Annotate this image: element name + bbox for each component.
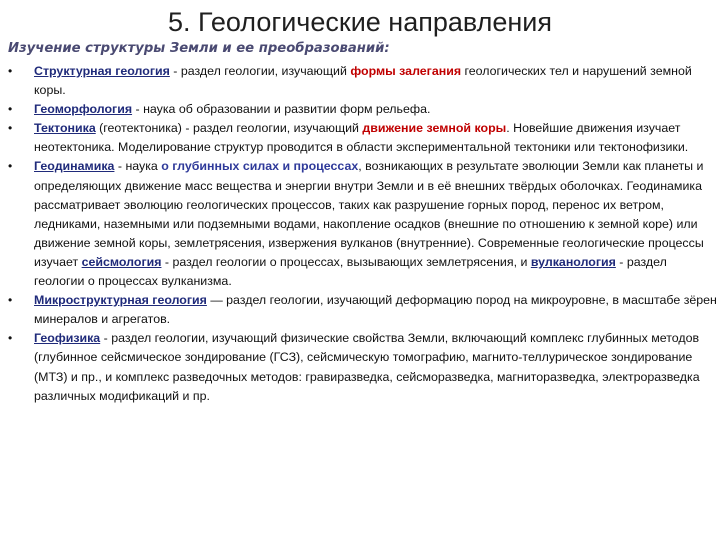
item-text: - наука об образовании и развитии форм рельефа. (132, 102, 431, 117)
list-item (8, 291, 718, 329)
item-text: - наука (114, 159, 162, 174)
term: вулканология (530, 254, 616, 269)
list-item (8, 100, 718, 119)
term: Геофизика (34, 331, 101, 346)
term: Тектоника (34, 121, 96, 136)
item-text: , возникающих в результате эволюции Земли как планеты и определяющих движение масс вещества и энергии внутри Земли и в её внешних твёрдых оболочках. Геодинамика рассматривает эволюцию геологических процессов, таких как разрушение горных пород, перенос их ветром, ледниками, наземными или подземными водами, накопление осадков (внешние по отношению к земной коре) или движение земной коры, землетрясения, извержения вулканов (внутренние). Современные геологические процессы изучает (34, 159, 704, 269)
item-text: — раздел геологии, изучающий деформацию пород на микроуровне, в масштабе зёрен минералов и агрегатов. (34, 293, 717, 327)
item-text: - раздел геологии, изучающий физические свойства Земли, включающий комплекс глубинных методов (глубинное сейсмическое зондирование (ГСЗ), сейсмическую томографию, магнито-теллурическое зондирование (МТЗ) и пр., и комплекс разведочных методов: гравиразведка, сейсморазведка, магниторазведка, электроразведка различных модификаций и пр. (34, 331, 700, 403)
item-text: - раздел геологии о процессах, вызывающих землетрясения, и (161, 254, 531, 269)
bullet-icon: • (8, 331, 13, 346)
item-text: (геотектоника) - раздел геологии, изучающий (95, 121, 363, 136)
item-text: - раздел геологии о процессах вулканизма. (34, 254, 667, 289)
list-item (8, 157, 718, 291)
item-text: - раздел геологии, изучающий (169, 64, 351, 78)
list-item (8, 329, 718, 405)
emphasis: о глубинных силах и процессах (161, 159, 359, 174)
item-text: геологических тел и нарушений земной коры. (34, 64, 692, 98)
emphasis: движение земной коры (362, 121, 507, 136)
bullet-icon: • (8, 293, 13, 308)
topic-list (8, 62, 718, 406)
bullet-icon: • (8, 64, 13, 78)
emphasis: формы залегания (350, 64, 462, 78)
list-item (8, 119, 718, 157)
list-item (8, 62, 718, 100)
term: Микроструктурная геология (34, 293, 207, 308)
page-title: 5. Геологические направления (168, 7, 552, 37)
bullet-icon: • (8, 102, 13, 117)
subtitle: Изучение структуры Земли и ее преобразований: (8, 41, 390, 56)
term: Геоморфология (34, 102, 133, 117)
term: Геодинамика (34, 159, 115, 174)
bullet-icon: • (8, 121, 13, 136)
term: Структурная геология (34, 64, 170, 78)
term: сейсмология (81, 254, 162, 269)
item-text: . Новейшие движения изучает неотектоника. Моделирование структур проводится в области экспериментальной тектоники или тектонофизики. (34, 121, 689, 155)
bullet-icon: • (8, 159, 13, 174)
